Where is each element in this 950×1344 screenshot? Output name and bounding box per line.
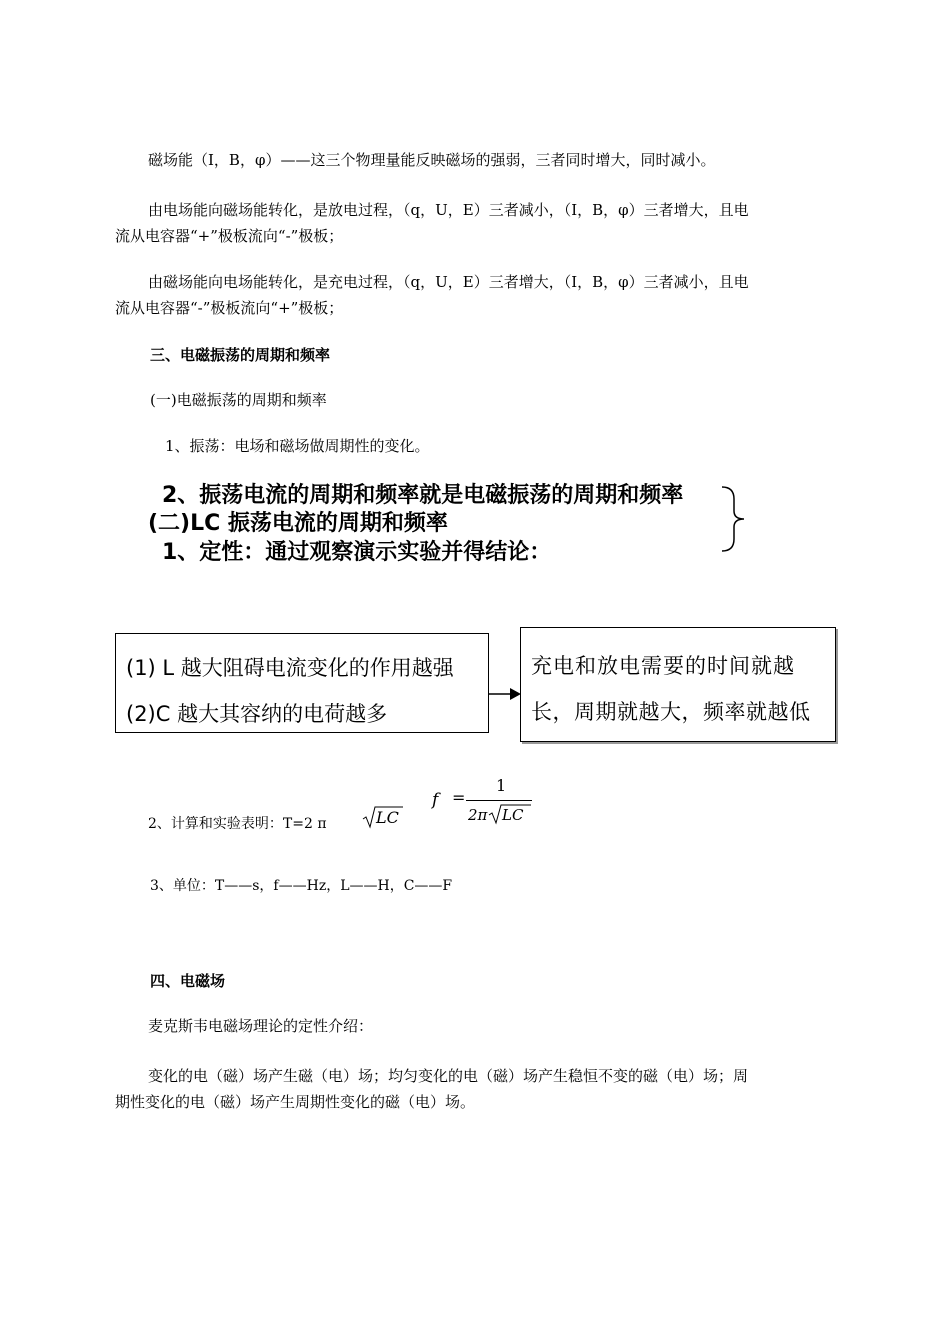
right-box-line2: 长，周期就越大，频率就越低: [531, 700, 811, 724]
formula-frequency: [432, 776, 542, 832]
formula-f: f: [432, 790, 439, 810]
fraction-bar: [466, 800, 532, 801]
formula-den-prefix: 2π: [468, 806, 488, 824]
paragraph-magnetic-energy: 磁场能（I，B，φ）——这三个物理量能反映磁场的强弱，三者同时增大，同时减小。: [148, 151, 716, 169]
formula-den-sqrt: LC: [502, 806, 524, 824]
formula-numerator: 1: [496, 776, 507, 795]
left-conclusion-box: [115, 633, 489, 733]
section3-subheading: (一)电磁振荡的周期和频率: [150, 391, 327, 409]
formula-sqrt-lc-text: LC: [376, 808, 399, 827]
paragraph-discharge-line2: 流从电容器“+”极板流向“-”极板；: [115, 227, 344, 245]
section4-line1: 变化的电（磁）场产生磁（电）场；均匀变化的电（磁）场产生稳恒不变的磁（电）场；周: [148, 1067, 749, 1085]
right-brace-icon: [718, 485, 748, 553]
section3-item3: 3、单位：T——s，f——Hz，L——H，C——F: [150, 878, 453, 894]
section4-heading: 四、电磁场: [150, 972, 226, 990]
section3-heading: 三、电磁振荡的周期和频率: [150, 346, 331, 364]
section4-line2: 期性变化的电（磁）场产生周期性变化的磁（电）场。: [115, 1093, 476, 1111]
formula-sqrt-lc: [362, 805, 404, 829]
slide-line1: 2、振荡电流的周期和频率就是电磁振荡的周期和频率: [162, 483, 684, 508]
paragraph-charge-line2: 流从电容器“-”极板流向“+”极板；: [115, 299, 344, 317]
right-conclusion-box: [520, 627, 836, 742]
left-box-line2: (2)C 越大其容纳的电荷越多: [126, 702, 388, 726]
formula-equals: =: [452, 788, 466, 807]
paragraph-charge-line1: 由磁场能向电场能转化，是充电过程，（q，U，E）三者增大，（I，B，φ）三者减小，且电: [148, 273, 749, 291]
section3-item1: 1、振荡：电场和磁场做周期性的变化。: [165, 437, 430, 455]
slide-line2: (二)LC 振荡电流的周期和频率: [148, 511, 448, 536]
right-box-line1: 充电和放电需要的时间就越: [531, 654, 795, 678]
section4-intro: 麦克斯韦电磁场理论的定性介绍：: [148, 1017, 374, 1035]
left-box-line1: (1) L 越大阻碍电流变化的作用越强: [126, 656, 454, 680]
paragraph-discharge-line1: 由电场能向磁场能转化，是放电过程，（q，U，E）三者减小，（I，B，φ）三者增大，且电: [148, 201, 749, 219]
arrow-right-icon: [488, 686, 522, 702]
slide-line3: 1、定性：通过观察演示实验并得结论：: [162, 540, 552, 565]
section3-item2: 2、计算和实验表明：T=2 π: [148, 816, 327, 832]
